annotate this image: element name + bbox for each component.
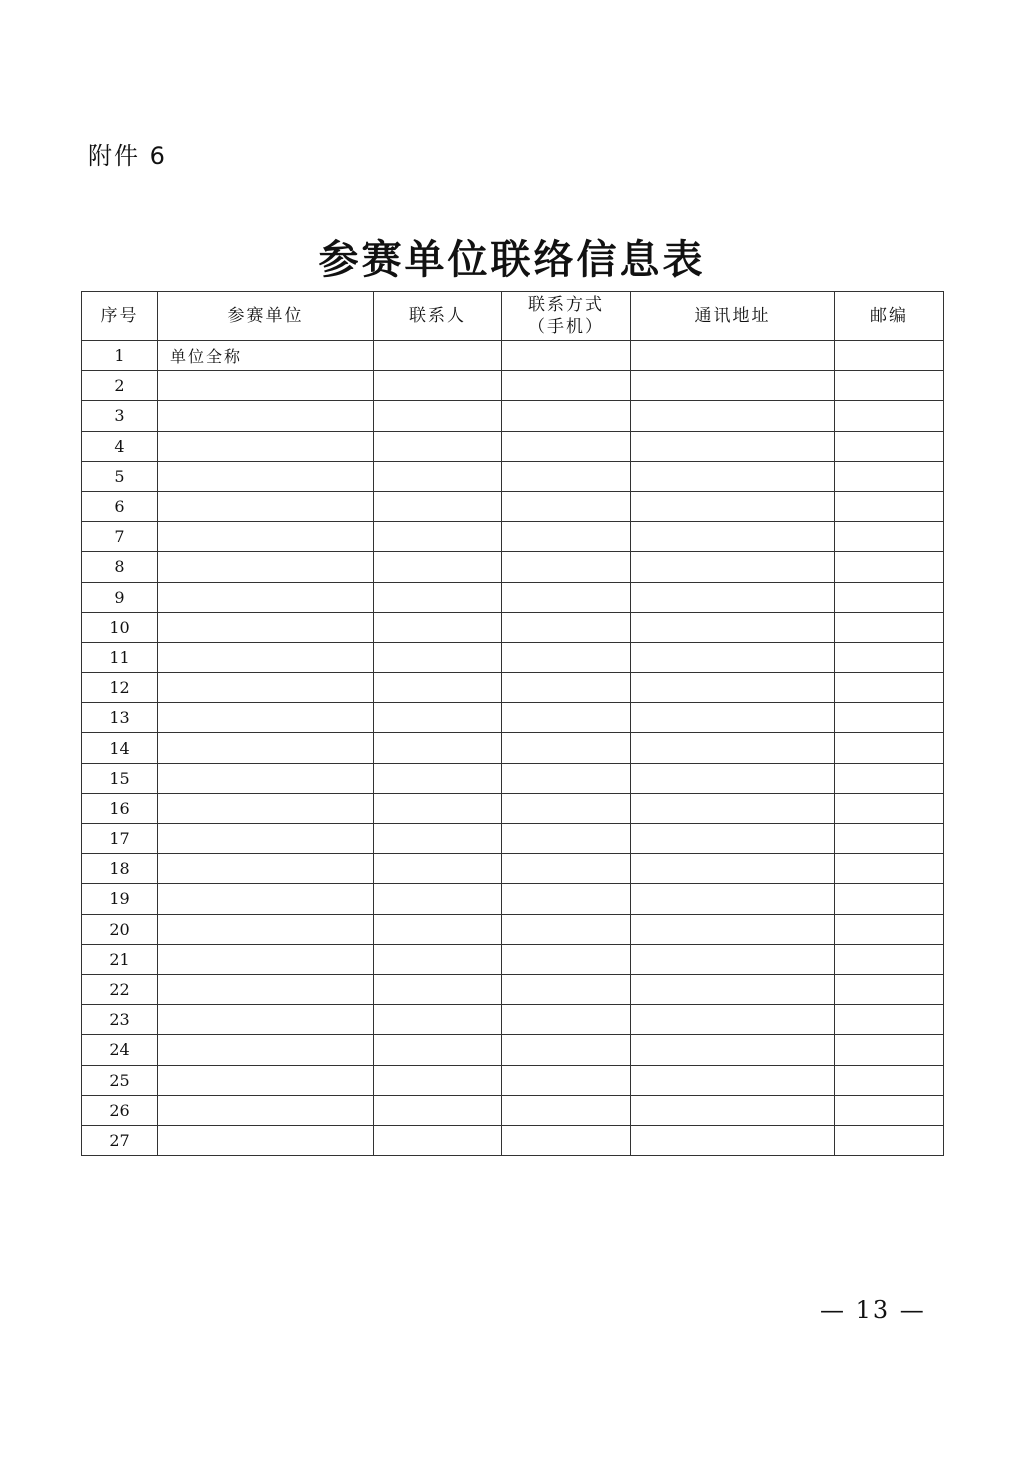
unit-cell bbox=[158, 552, 374, 582]
unit-cell bbox=[158, 974, 374, 1004]
address-cell bbox=[631, 733, 835, 763]
address-cell bbox=[631, 1065, 835, 1095]
column-header-no bbox=[82, 292, 158, 341]
address-cell bbox=[631, 491, 835, 521]
postcode-cell bbox=[835, 733, 944, 763]
table-row bbox=[82, 884, 944, 914]
address-cell bbox=[631, 522, 835, 552]
phone-cell bbox=[502, 1035, 631, 1065]
postcode-cell bbox=[835, 491, 944, 521]
postcode-cell bbox=[835, 1035, 944, 1065]
row-number: 15 bbox=[82, 763, 158, 793]
column-header-sublabel: （手机） bbox=[528, 317, 604, 337]
address-cell bbox=[631, 341, 835, 371]
postcode-cell bbox=[835, 1125, 944, 1155]
table-row bbox=[82, 1035, 944, 1065]
phone-cell bbox=[502, 673, 631, 703]
unit-cell bbox=[158, 703, 374, 733]
unit-cell bbox=[158, 824, 374, 854]
address-cell bbox=[631, 582, 835, 612]
contact-cell bbox=[374, 582, 502, 612]
phone-cell bbox=[502, 642, 631, 672]
column-header-phone bbox=[502, 292, 631, 341]
contact-cell bbox=[374, 974, 502, 1004]
table-row bbox=[82, 1005, 944, 1035]
address-cell bbox=[631, 763, 835, 793]
contact-cell bbox=[374, 733, 502, 763]
address-cell bbox=[631, 884, 835, 914]
table-row bbox=[82, 612, 944, 642]
contact-cell bbox=[374, 703, 502, 733]
address-cell bbox=[631, 371, 835, 401]
row-number: 27 bbox=[82, 1125, 158, 1155]
unit-cell bbox=[158, 371, 374, 401]
table-row bbox=[82, 552, 944, 582]
row-number: 1 bbox=[82, 341, 158, 371]
postcode-cell bbox=[835, 552, 944, 582]
row-number: 13 bbox=[82, 703, 158, 733]
address-cell bbox=[631, 673, 835, 703]
row-number: 8 bbox=[82, 552, 158, 582]
unit-cell bbox=[158, 491, 374, 521]
row-number: 2 bbox=[82, 371, 158, 401]
postcode-cell bbox=[835, 461, 944, 491]
address-cell bbox=[631, 401, 835, 431]
row-number: 3 bbox=[82, 401, 158, 431]
table-row bbox=[82, 461, 944, 491]
table-row bbox=[82, 401, 944, 431]
row-number: 20 bbox=[82, 914, 158, 944]
contact-cell bbox=[374, 552, 502, 582]
row-number: 23 bbox=[82, 1005, 158, 1035]
contact-cell bbox=[374, 401, 502, 431]
table-row bbox=[82, 824, 944, 854]
phone-cell bbox=[502, 1005, 631, 1035]
phone-cell bbox=[502, 612, 631, 642]
phone-cell bbox=[502, 1125, 631, 1155]
row-number: 7 bbox=[82, 522, 158, 552]
unit-cell bbox=[158, 854, 374, 884]
contact-cell bbox=[374, 793, 502, 823]
phone-cell bbox=[502, 491, 631, 521]
postcode-cell bbox=[835, 763, 944, 793]
contact-cell bbox=[374, 1035, 502, 1065]
table-row bbox=[82, 582, 944, 612]
table-row bbox=[82, 733, 944, 763]
unit-cell: 单位全称 bbox=[158, 341, 374, 371]
column-header-address bbox=[631, 292, 835, 341]
address-cell bbox=[631, 612, 835, 642]
unit-cell bbox=[158, 582, 374, 612]
row-number: 11 bbox=[82, 642, 158, 672]
row-number: 14 bbox=[82, 733, 158, 763]
phone-cell bbox=[502, 944, 631, 974]
page-number: — 13 — bbox=[820, 1296, 926, 1324]
postcode-cell bbox=[835, 1005, 944, 1035]
contact-cell bbox=[374, 491, 502, 521]
row-number: 22 bbox=[82, 974, 158, 1004]
column-header-contact bbox=[374, 292, 502, 341]
column-header-label: 序号 bbox=[100, 306, 139, 326]
contact-cell bbox=[374, 1005, 502, 1035]
table-row bbox=[82, 793, 944, 823]
address-cell bbox=[631, 1095, 835, 1125]
contact-cell bbox=[374, 1125, 502, 1155]
phone-cell bbox=[502, 914, 631, 944]
address-cell bbox=[631, 793, 835, 823]
column-header-label: 参赛单位 bbox=[227, 306, 304, 326]
postcode-cell bbox=[835, 401, 944, 431]
phone-cell bbox=[502, 461, 631, 491]
address-cell bbox=[631, 824, 835, 854]
postcode-cell bbox=[835, 914, 944, 944]
address-cell bbox=[631, 974, 835, 1004]
unit-cell bbox=[158, 733, 374, 763]
unit-cell bbox=[158, 431, 374, 461]
contact-cell bbox=[374, 854, 502, 884]
postcode-cell bbox=[835, 582, 944, 612]
unit-cell bbox=[158, 1125, 374, 1155]
table-row bbox=[82, 1095, 944, 1125]
table-row bbox=[82, 1065, 944, 1095]
postcode-cell bbox=[835, 1095, 944, 1125]
unit-cell bbox=[158, 612, 374, 642]
page-title: 参赛单位联络信息表 bbox=[318, 236, 706, 283]
address-cell bbox=[631, 1125, 835, 1155]
address-cell bbox=[631, 1035, 835, 1065]
row-number: 17 bbox=[82, 824, 158, 854]
contact-cell bbox=[374, 824, 502, 854]
phone-cell bbox=[502, 974, 631, 1004]
contact-cell bbox=[374, 371, 502, 401]
address-cell bbox=[631, 944, 835, 974]
column-header-label: 联系人 bbox=[409, 306, 466, 326]
phone-cell bbox=[502, 884, 631, 914]
row-number: 26 bbox=[82, 1095, 158, 1125]
postcode-cell bbox=[835, 673, 944, 703]
phone-cell bbox=[502, 733, 631, 763]
table-row bbox=[82, 944, 944, 974]
contact-cell bbox=[374, 431, 502, 461]
row-number: 9 bbox=[82, 582, 158, 612]
phone-cell bbox=[502, 854, 631, 884]
table-row bbox=[82, 854, 944, 884]
row-number: 19 bbox=[82, 884, 158, 914]
postcode-cell bbox=[835, 854, 944, 884]
phone-cell bbox=[502, 341, 631, 371]
unit-cell bbox=[158, 1005, 374, 1035]
postcode-cell bbox=[835, 944, 944, 974]
contact-cell bbox=[374, 673, 502, 703]
contact-cell bbox=[374, 1065, 502, 1095]
table-row bbox=[82, 642, 944, 672]
table-row bbox=[82, 914, 944, 944]
unit-cell bbox=[158, 642, 374, 672]
column-header-label: 通讯地址 bbox=[694, 306, 771, 326]
phone-cell bbox=[502, 824, 631, 854]
phone-cell bbox=[502, 582, 631, 612]
phone-cell bbox=[502, 431, 631, 461]
postcode-cell bbox=[835, 522, 944, 552]
contact-cell bbox=[374, 612, 502, 642]
unit-cell bbox=[158, 944, 374, 974]
row-number: 24 bbox=[82, 1035, 158, 1065]
unit-cell bbox=[158, 1035, 374, 1065]
phone-cell bbox=[502, 371, 631, 401]
address-cell bbox=[631, 461, 835, 491]
table-row bbox=[82, 371, 944, 401]
contact-cell bbox=[374, 763, 502, 793]
unit-cell bbox=[158, 461, 374, 491]
unit-cell bbox=[158, 914, 374, 944]
phone-cell bbox=[502, 552, 631, 582]
phone-cell bbox=[502, 793, 631, 823]
row-number: 5 bbox=[82, 461, 158, 491]
phone-cell bbox=[502, 763, 631, 793]
phone-cell bbox=[502, 703, 631, 733]
unit-cell bbox=[158, 1065, 374, 1095]
contact-cell bbox=[374, 1095, 502, 1125]
table-row bbox=[82, 763, 944, 793]
contact-cell bbox=[374, 341, 502, 371]
phone-cell bbox=[502, 401, 631, 431]
postcode-cell bbox=[835, 1065, 944, 1095]
unit-cell bbox=[158, 884, 374, 914]
unit-cell bbox=[158, 793, 374, 823]
contact-cell bbox=[374, 522, 502, 552]
column-header-label: 联系方式 bbox=[528, 295, 604, 315]
address-cell bbox=[631, 914, 835, 944]
table-row bbox=[82, 341, 944, 371]
table-row bbox=[82, 491, 944, 521]
row-number: 12 bbox=[82, 673, 158, 703]
table-row bbox=[82, 431, 944, 461]
unit-cell bbox=[158, 1095, 374, 1125]
unit-cell bbox=[158, 401, 374, 431]
contact-cell bbox=[374, 914, 502, 944]
address-cell bbox=[631, 552, 835, 582]
address-cell bbox=[631, 1005, 835, 1035]
postcode-cell bbox=[835, 371, 944, 401]
postcode-cell bbox=[835, 824, 944, 854]
contact-cell bbox=[374, 642, 502, 672]
contact-cell bbox=[374, 884, 502, 914]
postcode-cell bbox=[835, 793, 944, 823]
table-row bbox=[82, 703, 944, 733]
row-number: 6 bbox=[82, 491, 158, 521]
row-number: 10 bbox=[82, 612, 158, 642]
unit-cell bbox=[158, 763, 374, 793]
table-row bbox=[82, 1125, 944, 1155]
phone-cell bbox=[502, 1095, 631, 1125]
column-header-postcode bbox=[835, 292, 944, 341]
unit-cell bbox=[158, 673, 374, 703]
table-row bbox=[82, 673, 944, 703]
row-number: 25 bbox=[82, 1065, 158, 1095]
address-cell bbox=[631, 703, 835, 733]
postcode-cell bbox=[835, 341, 944, 371]
table-row bbox=[82, 522, 944, 552]
contact-info-table bbox=[81, 291, 944, 1156]
header-row bbox=[82, 292, 944, 341]
contact-cell bbox=[374, 944, 502, 974]
table-row bbox=[82, 974, 944, 1004]
row-number: 21 bbox=[82, 944, 158, 974]
postcode-cell bbox=[835, 431, 944, 461]
row-number: 4 bbox=[82, 431, 158, 461]
postcode-cell bbox=[835, 612, 944, 642]
address-cell bbox=[631, 854, 835, 884]
row-number: 16 bbox=[82, 793, 158, 823]
contact-cell bbox=[374, 461, 502, 491]
column-header-unit bbox=[158, 292, 374, 341]
address-cell bbox=[631, 642, 835, 672]
phone-cell bbox=[502, 522, 631, 552]
attachment-label: 附件 6 bbox=[88, 142, 167, 170]
postcode-cell bbox=[835, 974, 944, 1004]
row-number: 18 bbox=[82, 854, 158, 884]
column-header-label: 邮编 bbox=[870, 306, 908, 326]
unit-cell bbox=[158, 522, 374, 552]
postcode-cell bbox=[835, 642, 944, 672]
postcode-cell bbox=[835, 884, 944, 914]
address-cell bbox=[631, 431, 835, 461]
postcode-cell bbox=[835, 703, 944, 733]
phone-cell bbox=[502, 1065, 631, 1095]
